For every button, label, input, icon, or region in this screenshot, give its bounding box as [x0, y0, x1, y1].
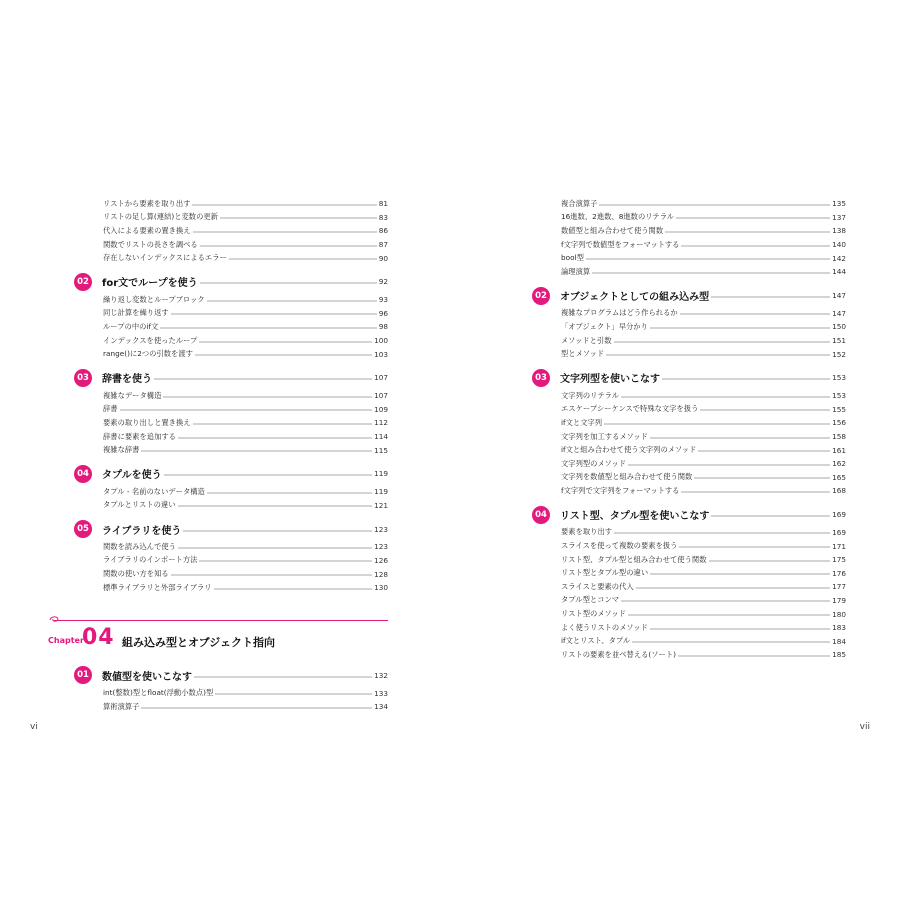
toc-item-page: 147	[832, 308, 846, 318]
toc-section-heading	[74, 463, 388, 485]
leader-dots	[199, 341, 372, 343]
leader-dots	[215, 693, 372, 695]
leader-dots	[199, 560, 372, 562]
toc-item-page: 183	[832, 623, 846, 633]
leader-dots	[599, 204, 830, 206]
toc-item-title: range()に2つの引数を渡す	[103, 349, 193, 359]
toc-item-page: 130	[374, 583, 388, 593]
leader-dots	[183, 530, 372, 532]
toc-item-page: 176	[832, 568, 846, 578]
toc-item-title: f文字列で文字列をフォーマットする	[561, 485, 680, 495]
toc-item-title: メソッドと引数	[561, 335, 612, 345]
toc-item-title: 関数でリストの長さを調べる	[103, 239, 198, 249]
toc-item-title: スライスと要素の代入	[561, 581, 634, 591]
toc-item-page: 140	[832, 240, 846, 250]
toc-item	[532, 251, 846, 265]
toc-item-page: 135	[832, 199, 846, 209]
leader-dots	[164, 474, 372, 476]
leader-dots	[681, 245, 830, 247]
toc-item-title: 要素の取り出しと置き換え	[103, 417, 191, 427]
folio-right: vii	[859, 722, 870, 732]
toc-item	[532, 238, 846, 252]
toc-item-title: リスト型、タプル型と組み合わせて使う関数	[561, 554, 707, 564]
toc-item-page: 134	[374, 702, 388, 712]
toc-item	[532, 648, 846, 662]
toc-item	[532, 539, 846, 553]
leader-dots	[207, 300, 377, 302]
toc-item	[74, 320, 388, 334]
toc-item-title: リストの要素を並べ替える(ソート)	[561, 649, 676, 659]
toc-item-page: 169	[832, 527, 846, 537]
toc-item	[532, 526, 846, 540]
leader-dots	[195, 354, 372, 356]
leader-dots	[621, 396, 830, 398]
toc-item-page: 83	[378, 212, 388, 222]
toc-item-page: 126	[374, 555, 388, 565]
toc-item-page: 142	[832, 253, 846, 263]
toc-section-heading	[74, 664, 388, 686]
toc-item	[532, 403, 846, 417]
leader-dots	[604, 423, 830, 425]
leader-dots	[171, 313, 377, 315]
toc-item-title: 文字列を加工するメソッド	[561, 431, 648, 441]
toc-item	[74, 416, 388, 430]
leader-dots	[200, 245, 377, 247]
toc-item-title: 複合演算子	[561, 198, 598, 208]
toc-item-title: 文字列型のメソッド	[561, 458, 627, 468]
leader-dots	[592, 272, 830, 274]
toc-item-page: 184	[832, 636, 846, 646]
toc-item-page: 155	[832, 404, 846, 414]
toc-item-title: タプル - 名前のないデータ構造	[103, 486, 205, 496]
toc-item-page: 121	[374, 500, 388, 510]
toc-section-page: 169	[832, 510, 846, 520]
toc-item	[532, 443, 846, 457]
toc-item-title: 論理演算	[561, 266, 591, 276]
toc-item-page: 162	[832, 459, 846, 469]
toc-item-title: ループの中のif文	[103, 321, 159, 331]
toc-item-title: 複雑な辞書	[103, 445, 140, 455]
leader-dots	[160, 327, 376, 329]
leader-dots	[207, 492, 372, 494]
leader-dots	[220, 217, 377, 219]
toc-item-page: 151	[832, 336, 846, 346]
toc-left-column	[48, 197, 388, 714]
toc-item	[532, 553, 846, 567]
toc-section-page: 119	[374, 469, 388, 479]
toc-item	[532, 566, 846, 580]
toc-item	[74, 581, 388, 595]
toc-item-title: タプル型とコンマ	[561, 595, 620, 605]
toc-item-title: 型とメソッド	[561, 349, 605, 359]
leader-dots	[711, 296, 830, 298]
leader-dots	[178, 437, 372, 439]
toc-item	[532, 347, 846, 361]
toc-item-page: 123	[374, 542, 388, 552]
leader-dots	[200, 282, 377, 284]
toc-item-title: リスト型のメソッド	[561, 609, 626, 619]
toc-item	[74, 540, 388, 554]
section-number-badge: 02	[74, 273, 92, 291]
toc-item-title: 繰り返し変数とループブロック	[103, 294, 205, 304]
toc-section-heading	[532, 285, 846, 307]
leader-dots	[665, 231, 830, 233]
leader-dots	[171, 574, 372, 576]
toc-item-title: 16進数、2進数、8進数のリテラル	[561, 212, 675, 222]
toc-item	[74, 554, 388, 568]
toc-item-title: 辞書	[103, 404, 118, 414]
section-number-badge: 05	[74, 520, 92, 538]
toc-section-title: 文字列型を使いこなす	[560, 374, 660, 386]
toc-section-page: 147	[832, 291, 846, 301]
toc-item	[532, 211, 846, 225]
toc-item	[532, 416, 846, 430]
leader-dots	[193, 423, 373, 425]
toc-item-title: 複雑なデータ構造	[103, 390, 162, 400]
swirl-ornament-icon	[48, 614, 60, 624]
leader-dots	[192, 204, 376, 206]
toc-item-title: スライスを使って複数の要素を扱う	[561, 541, 678, 551]
leader-dots	[194, 676, 372, 678]
toc-item-title: 算術演算子	[103, 701, 140, 711]
leader-dots	[680, 313, 830, 315]
toc-item-title: 「オブジェクト」早分かり	[561, 321, 648, 331]
toc-item	[74, 403, 388, 417]
toc-section-title: 数値型を使いこなす	[102, 671, 192, 683]
toc-section-heading	[74, 518, 388, 540]
leader-dots	[163, 396, 372, 398]
toc-item	[74, 211, 388, 225]
toc-item-page: 156	[832, 418, 846, 428]
leader-dots	[676, 217, 830, 219]
toc-item-title: 関数の使い方を知る	[103, 569, 169, 579]
section-number-badge: 02	[532, 287, 550, 305]
toc-item-page: 153	[832, 391, 846, 401]
toc-item-group	[74, 197, 388, 265]
toc-item	[532, 484, 846, 498]
toc-item-title: if文と文字列	[561, 417, 603, 427]
toc-section-page: 132	[374, 670, 388, 680]
leader-dots	[120, 409, 372, 411]
toc-item	[74, 334, 388, 348]
toc-item-page: 158	[832, 432, 846, 442]
toc-section-heading	[532, 367, 846, 389]
toc-section-title: 辞書を使う	[102, 374, 152, 386]
leader-dots	[621, 600, 830, 602]
toc-item	[74, 443, 388, 457]
toc-item-page: 137	[832, 212, 846, 222]
leader-dots	[711, 515, 830, 517]
toc-section-group	[74, 664, 388, 713]
toc-section-title: タプルを使う	[102, 470, 162, 482]
leader-dots	[229, 258, 377, 260]
toc-section-title: ライブラリを使う	[102, 525, 182, 537]
toc-item	[532, 580, 846, 594]
toc-section-heading	[532, 504, 846, 526]
section-number-badge: 03	[74, 369, 92, 387]
toc-right-column	[532, 197, 846, 662]
section-number-badge: 03	[532, 369, 550, 387]
toc-item-group	[532, 197, 846, 279]
toc-item-page: 128	[374, 569, 388, 579]
toc-section-group	[532, 285, 846, 662]
toc-item-page: 103	[374, 349, 388, 359]
toc-item-title: 存在しないインデックスによるエラー	[103, 253, 227, 263]
toc-item	[74, 197, 388, 211]
toc-item-page: 168	[832, 486, 846, 496]
toc-item	[74, 238, 388, 252]
toc-section-heading	[74, 367, 388, 389]
section-number-badge: 04	[74, 465, 92, 483]
toc-item	[74, 430, 388, 444]
toc-item-page: 179	[832, 595, 846, 605]
leader-dots	[650, 327, 830, 329]
toc-item	[532, 224, 846, 238]
leader-dots	[636, 587, 830, 589]
chapter-number: 04	[82, 625, 115, 651]
leader-dots	[628, 614, 830, 616]
leader-dots	[154, 378, 372, 380]
leader-dots	[700, 409, 830, 411]
toc-section-group	[74, 271, 388, 595]
leader-dots	[694, 477, 830, 479]
toc-item-title: 文字列のリテラル	[561, 390, 620, 400]
leader-dots	[606, 354, 830, 356]
toc-item-page: 90	[378, 253, 388, 263]
leader-dots	[698, 450, 830, 452]
toc-item-page: 109	[374, 404, 388, 414]
toc-item-title: 同じ計算を繰り返す	[103, 308, 169, 318]
toc-item	[74, 293, 388, 307]
toc-item-page: 165	[832, 472, 846, 482]
toc-item	[532, 334, 846, 348]
leader-dots	[632, 641, 830, 643]
toc-item-title: 文字列を数値型と組み合わせて使う関数	[561, 472, 693, 482]
leader-dots	[214, 588, 372, 590]
toc-section-page: 107	[374, 373, 388, 383]
toc-item-title: bool型	[561, 253, 584, 263]
toc-item	[74, 389, 388, 403]
toc-item-title: f文字列で数値型をフォーマットする	[561, 239, 680, 249]
folio-left: vi	[30, 722, 38, 732]
toc-item-title: 数値型と組み合わせて使う関数	[561, 225, 664, 235]
toc-item-page: 81	[378, 199, 388, 209]
leader-dots	[628, 464, 830, 466]
toc-item-title: リストから要素を取り出す	[103, 198, 191, 208]
toc-item	[532, 265, 846, 279]
toc-item-title: タプルとリストの違い	[103, 500, 176, 510]
toc-section-page: 123	[374, 524, 388, 534]
toc-item-page: 86	[378, 226, 388, 236]
toc-item-title: 要素を取り出す	[561, 527, 613, 537]
section-number-badge: 04	[532, 506, 550, 524]
leader-dots	[709, 560, 831, 562]
toc-item	[74, 347, 388, 361]
toc-item-title: リストの足し算(連結)と変数の更新	[103, 212, 218, 222]
toc-item-title: ライブラリのインポート方法	[103, 555, 198, 565]
toc-item-page: 161	[832, 445, 846, 455]
toc-item	[74, 251, 388, 265]
toc-item	[74, 485, 388, 499]
toc-section-page: 153	[832, 373, 846, 383]
toc-item	[532, 594, 846, 608]
toc-item-title: if文と組み合わせて使う文字列のメソッド	[561, 445, 697, 455]
toc-item	[74, 686, 388, 700]
toc-item-title: よく使うリストのメソッド	[561, 622, 648, 632]
toc-item-title: エスケープシーケンスで特殊な文字を扱う	[561, 404, 699, 414]
leader-dots	[650, 628, 830, 630]
toc-item	[532, 621, 846, 635]
leader-dots	[141, 450, 372, 452]
leader-dots	[178, 547, 372, 549]
chapter-header	[48, 610, 388, 658]
toc-item	[532, 320, 846, 334]
toc-item-page: 100	[374, 336, 388, 346]
toc-item	[532, 457, 846, 471]
toc-item-title: int(整数)型とfloat(浮動小数点)型	[103, 688, 214, 698]
toc-item	[532, 471, 846, 485]
leader-dots	[650, 437, 830, 439]
leader-dots	[614, 341, 831, 343]
toc-section-title: for文でループを使う	[102, 278, 198, 290]
toc-item-page: 144	[832, 267, 846, 277]
toc-item-page: 138	[832, 226, 846, 236]
toc-item	[532, 307, 846, 321]
toc-item-page: 180	[832, 609, 846, 619]
leader-dots	[614, 532, 830, 534]
toc-item	[74, 700, 388, 714]
toc-item-page: 114	[374, 432, 388, 442]
leader-dots	[662, 378, 830, 380]
toc-item-page: 115	[374, 445, 388, 455]
toc-item-page: 150	[832, 322, 846, 332]
toc-section-heading	[74, 271, 388, 293]
toc-item-page: 119	[374, 487, 388, 497]
toc-item	[532, 197, 846, 211]
toc-item	[74, 499, 388, 513]
leader-dots	[178, 505, 373, 507]
section-number-badge: 01	[74, 666, 92, 684]
toc-item-page: 152	[832, 349, 846, 359]
leader-dots	[586, 258, 830, 260]
toc-item-page: 96	[378, 308, 388, 318]
toc-item-page: 112	[374, 418, 388, 428]
toc-item-title: 代入による要素の置き換え	[103, 225, 191, 235]
toc-item-page: 133	[374, 688, 388, 698]
toc-item-title: 複雑なプログラムはどう作られるか	[561, 308, 678, 318]
chapter-title: 組み込み型とオブジェクト指向	[122, 636, 276, 650]
leader-dots	[650, 573, 830, 575]
toc-item-title: 関数を読み込んで使う	[103, 541, 176, 551]
leader-dots	[678, 655, 830, 657]
toc-item-title: if文とリスト、タプル	[561, 636, 631, 646]
toc-item	[532, 607, 846, 621]
toc-item-page: 107	[374, 391, 388, 401]
toc-section-page: 92	[378, 277, 388, 287]
toc-item-page: 177	[832, 582, 846, 592]
toc-item	[532, 430, 846, 444]
toc-item-title: リスト型とタプル型の違い	[561, 568, 649, 578]
chapter-label: Chapter	[48, 636, 84, 646]
toc-item	[74, 307, 388, 321]
toc-item	[532, 389, 846, 403]
toc-item-page: 171	[832, 541, 846, 551]
toc-section-title: オブジェクトとしての組み込み型	[560, 292, 710, 304]
toc-item-page: 98	[378, 322, 388, 332]
toc-item-title: 標準ライブラリと外部ライブラリ	[103, 582, 212, 592]
toc-item-title: 辞書に要素を追加する	[103, 431, 176, 441]
toc-item-page: 93	[378, 295, 388, 305]
toc-item	[532, 634, 846, 648]
toc-item	[74, 224, 388, 238]
toc-item-title: インデックスを使ったループ	[103, 335, 198, 345]
toc-section-title: リスト型、タプル型を使いこなす	[560, 511, 710, 523]
toc-item-page: 175	[832, 555, 846, 565]
leader-dots	[679, 546, 830, 548]
toc-item-page: 185	[832, 650, 846, 660]
leader-dots	[193, 231, 377, 233]
toc-item-page: 87	[378, 240, 388, 250]
leader-dots	[141, 707, 372, 709]
toc-item	[74, 567, 388, 581]
leader-dots	[681, 491, 830, 493]
chapter-rule	[54, 620, 388, 621]
